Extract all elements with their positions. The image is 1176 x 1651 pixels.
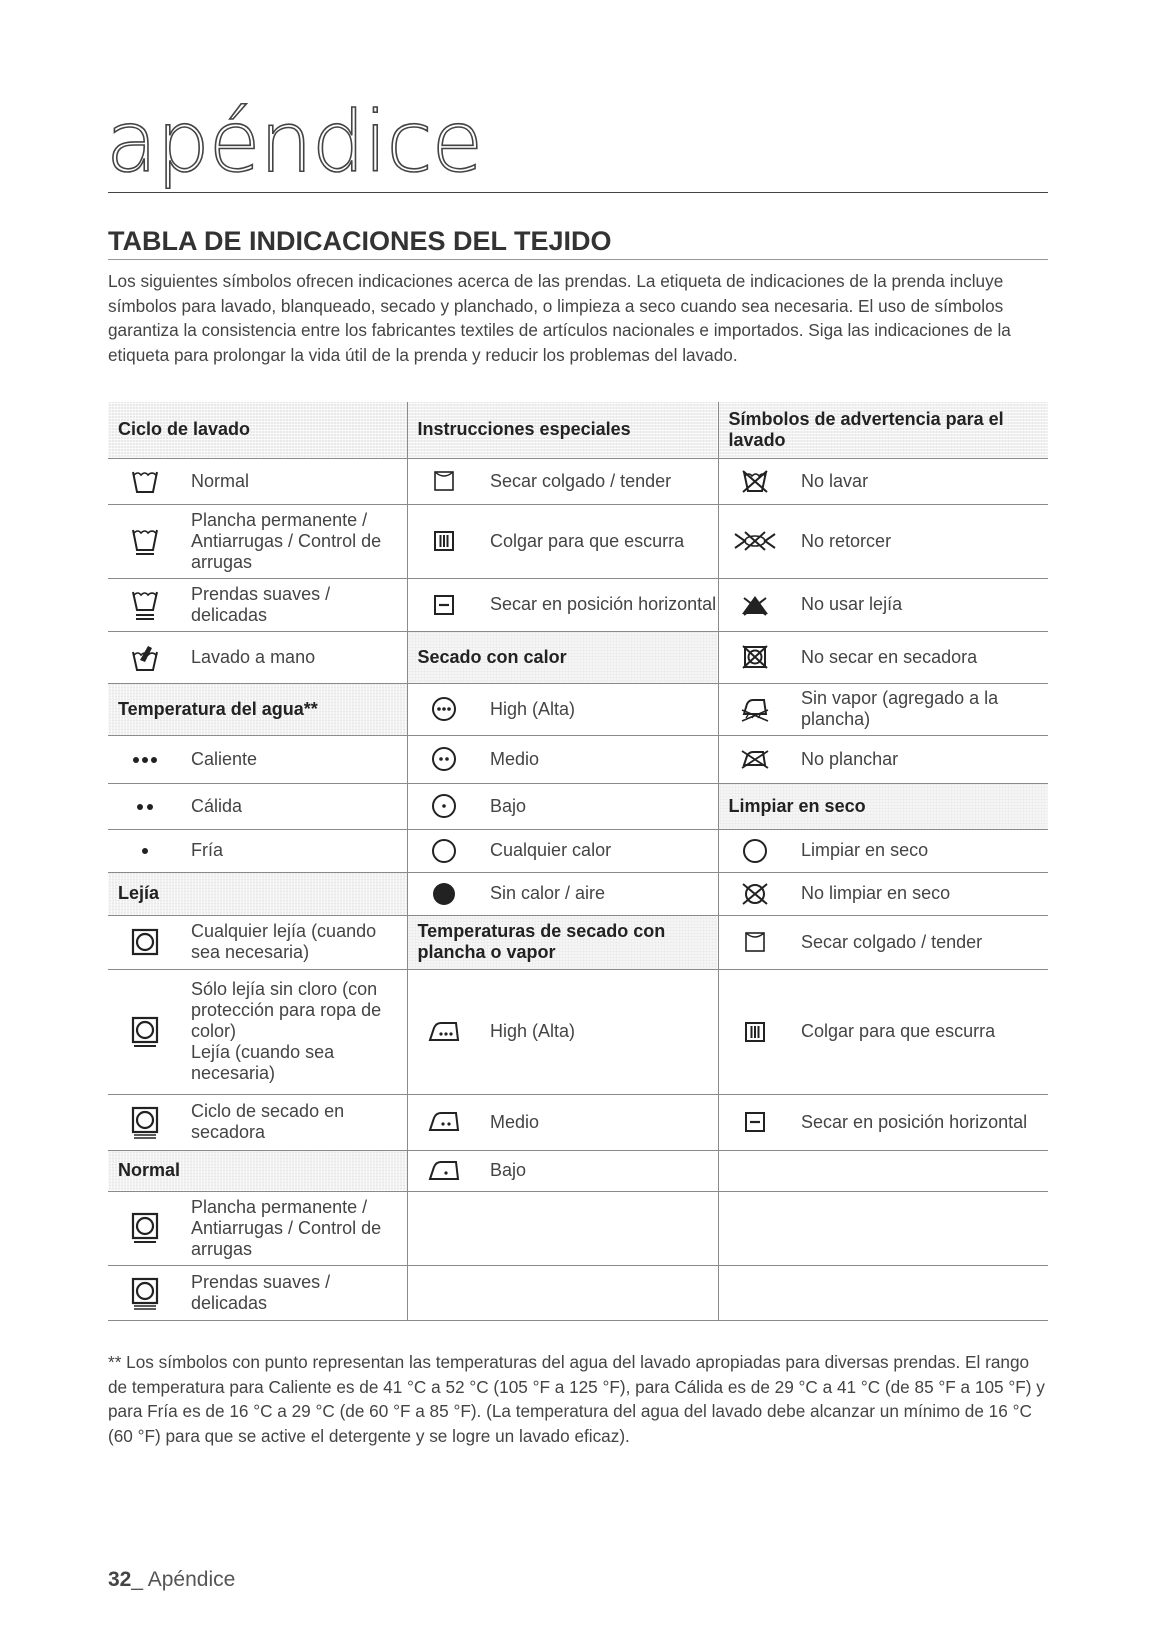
tumble-dry-delicate-icon	[108, 1265, 182, 1320]
empty-cell	[718, 1150, 792, 1191]
label-prendas-suaves: Prendas suaves / delicadas	[182, 578, 407, 631]
empty-cell	[481, 1191, 718, 1265]
do-not-tumble-dry-icon	[718, 631, 792, 683]
table-row	[108, 969, 1048, 1094]
iron-high-icon	[407, 969, 481, 1094]
page-number: 32	[108, 1568, 132, 1591]
label-plancha-bajo: Bajo	[481, 1150, 718, 1191]
hand-wash-icon	[108, 631, 182, 683]
empty-cell	[481, 1265, 718, 1320]
bleach-text-cell	[182, 969, 407, 1094]
header-advertencia: Símbolos de advertencia para el lavado	[718, 402, 1048, 458]
label-sin-vapor: Sin vapor (agregado a la plancha)	[792, 683, 1048, 735]
do-not-iron-icon	[718, 735, 792, 783]
do-not-dry-clean-icon	[718, 872, 792, 915]
label-secado-medio: Medio	[481, 735, 718, 783]
intro-paragraph: Los siguientes símbolos ofrecen indicaciones acerca de las prendas. La etiqueta de indicaciones de la prenda incluye símbolos para lavado, blanqueado, secado y planchado, o limpieza a seco cuando sea necesaria. El uso de símbolos garantiza la consistencia entre los fabricantes textiles de artículos nacionales e importados. Siga las indicaciones de la etiqueta para prolongar la vida útil de la prenda y reducir los problemas del lavado.	[108, 271, 1011, 365]
do-not-bleach-icon	[718, 578, 792, 631]
label-cualquier-calor: Cualquier calor	[481, 829, 718, 872]
chapter-header	[106, 93, 1048, 193]
label-plancha-alta: High (Alta)	[481, 969, 718, 1094]
header-instrucciones: Instrucciones especiales	[407, 402, 718, 458]
hot-water-icon	[108, 735, 182, 783]
table-row	[108, 783, 1048, 829]
line-dry-icon	[718, 915, 792, 969]
table-row	[108, 578, 1048, 631]
footnote: ** Los símbolos con punto representan las temperaturas del agua del lavado apropiadas para diversas prendas. El rango de temperatura para Caliente es de 41 °C a 52 °C (105 °F a 125 °F), para Cálida es de 29 °C a 41 °C (de 85 °F a 105 °F) y para Fría es de 16 °C a 29 °C (de 60 °F a 85 °F). (La temperatura del agua del lavado debe alcanzar un mínimo de 16 °C (60 °F) para que se active el detergente y se logre un lavado eficaz).	[108, 1352, 1045, 1446]
wash-tub-delicate-icon	[108, 578, 182, 631]
tumble-dry-low-icon	[407, 783, 481, 829]
tumble-dry-cycle-icon	[108, 1094, 182, 1150]
label-ciclo-secado: Ciclo de secado en secadora	[182, 1094, 407, 1150]
label-sin-calor: Sin calor / aire	[481, 872, 718, 915]
bleach-any-icon	[108, 915, 182, 969]
drip-dry-icon	[407, 504, 481, 578]
dry-flat-icon	[718, 1094, 792, 1150]
table-row	[108, 915, 1048, 969]
table-row	[108, 631, 1048, 683]
chapter-title: apéndice	[106, 93, 483, 191]
label-secar-colgado-2: Secar colgado / tender	[792, 915, 1048, 969]
label-secar-colgado: Secar colgado / tender	[481, 458, 718, 504]
header-temp-plancha: Temperaturas de secado con plancha o vapor	[407, 915, 718, 969]
bleach-non-chlorine-icon	[108, 969, 182, 1094]
label-colgar-escurra-2: Colgar para que escurra	[792, 969, 1048, 1094]
tumble-dry-medium-icon	[407, 735, 481, 783]
label-lejia-cuando: Lejía (cuando sea necesaria)	[191, 1042, 335, 1083]
no-heat-air-icon	[407, 872, 481, 915]
label-no-limpiar-en-seco: No limpiar en seco	[792, 872, 1048, 915]
table-row	[108, 735, 1048, 783]
label-limpiar-en-seco: Limpiar en seco	[792, 829, 1048, 872]
iron-medium-icon	[407, 1094, 481, 1150]
empty-cell	[718, 1191, 792, 1265]
header-ciclo-lavado: Ciclo de lavado	[108, 402, 407, 458]
dry-flat-icon	[407, 578, 481, 631]
label-plancha-permanente-2: Plancha permanente / Antiarrugas / Control de arrugas	[182, 1191, 407, 1265]
label-no-lavar: No lavar	[792, 458, 1048, 504]
header-lejia: Lejía	[108, 872, 407, 915]
label-secar-horizontal: Secar en posición horizontal	[481, 578, 718, 631]
label-lejia-sin-cloro: Sólo lejía sin cloro (con protección para ropa de color)	[191, 979, 382, 1041]
table-row	[108, 1191, 1048, 1265]
label-secado-alta: High (Alta)	[481, 683, 718, 735]
table-row	[108, 872, 1048, 915]
label-fria: Fría	[182, 829, 407, 872]
warm-water-icon	[108, 783, 182, 829]
iron-low-icon	[407, 1150, 481, 1191]
tumble-dry-permanent-press-icon	[108, 1191, 182, 1265]
label-no-planchar: No planchar	[792, 735, 1048, 783]
tumble-dry-high-icon	[407, 683, 481, 735]
section-title: TABLA DE INDICACIONES DEL TEJIDO	[108, 226, 1048, 260]
fabric-care-table	[108, 402, 1048, 1321]
table-row	[108, 1265, 1048, 1320]
do-not-wash-icon	[718, 458, 792, 504]
table-row	[108, 504, 1048, 578]
label-lavado-a-mano: Lavado a mano	[182, 631, 407, 683]
tumble-dry-any-heat-icon	[407, 829, 481, 872]
label-colgar-escurra: Colgar para que escurra	[481, 504, 718, 578]
page-footer	[108, 1568, 235, 1592]
header-normal: Normal	[108, 1150, 407, 1191]
table-row	[108, 458, 1048, 504]
page-label: _ Apéndice	[131, 1568, 236, 1591]
label-cualquier-lejia: Cualquier lejía (cuando sea necesaria)	[182, 915, 407, 969]
label-prendas-suaves-2: Prendas suaves / delicadas	[182, 1265, 407, 1320]
empty-cell	[407, 1191, 481, 1265]
empty-cell	[407, 1265, 481, 1320]
no-steam-icon	[718, 683, 792, 735]
wash-tub-icon	[108, 458, 182, 504]
label-no-usar-lejia: No usar lejía	[792, 578, 1048, 631]
header-secado-con-calor: Secado con calor	[407, 631, 718, 683]
table-row	[108, 1094, 1048, 1150]
label-plancha-medio: Medio	[481, 1094, 718, 1150]
line-dry-icon	[407, 458, 481, 504]
label-secado-bajo: Bajo	[481, 783, 718, 829]
dry-clean-icon	[718, 829, 792, 872]
table-row	[108, 1150, 1048, 1191]
header-temperatura-agua: Temperatura del agua**	[108, 683, 407, 735]
label-normal: Normal	[182, 458, 407, 504]
header-limpiar-en-seco: Limpiar en seco	[718, 783, 1048, 829]
empty-cell	[792, 1191, 1048, 1265]
empty-cell	[792, 1150, 1048, 1191]
label-no-retorcer: No retorcer	[792, 504, 1048, 578]
table-header-row	[108, 402, 1048, 458]
empty-cell	[792, 1265, 1048, 1320]
wash-tub-permanent-press-icon	[108, 504, 182, 578]
drip-dry-icon	[718, 969, 792, 1094]
empty-cell	[718, 1265, 792, 1320]
table-row	[108, 683, 1048, 735]
do-not-wring-icon	[718, 504, 792, 578]
label-plancha-permanente: Plancha permanente / Antiarrugas / Control de arrugas	[182, 504, 407, 578]
cold-water-icon	[108, 829, 182, 872]
label-no-secar-secadora: No secar en secadora	[792, 631, 1048, 683]
label-calida: Cálida	[182, 783, 407, 829]
label-caliente: Caliente	[182, 735, 407, 783]
label-secar-horizontal-2: Secar en posición horizontal	[792, 1094, 1048, 1150]
table-row	[108, 829, 1048, 872]
